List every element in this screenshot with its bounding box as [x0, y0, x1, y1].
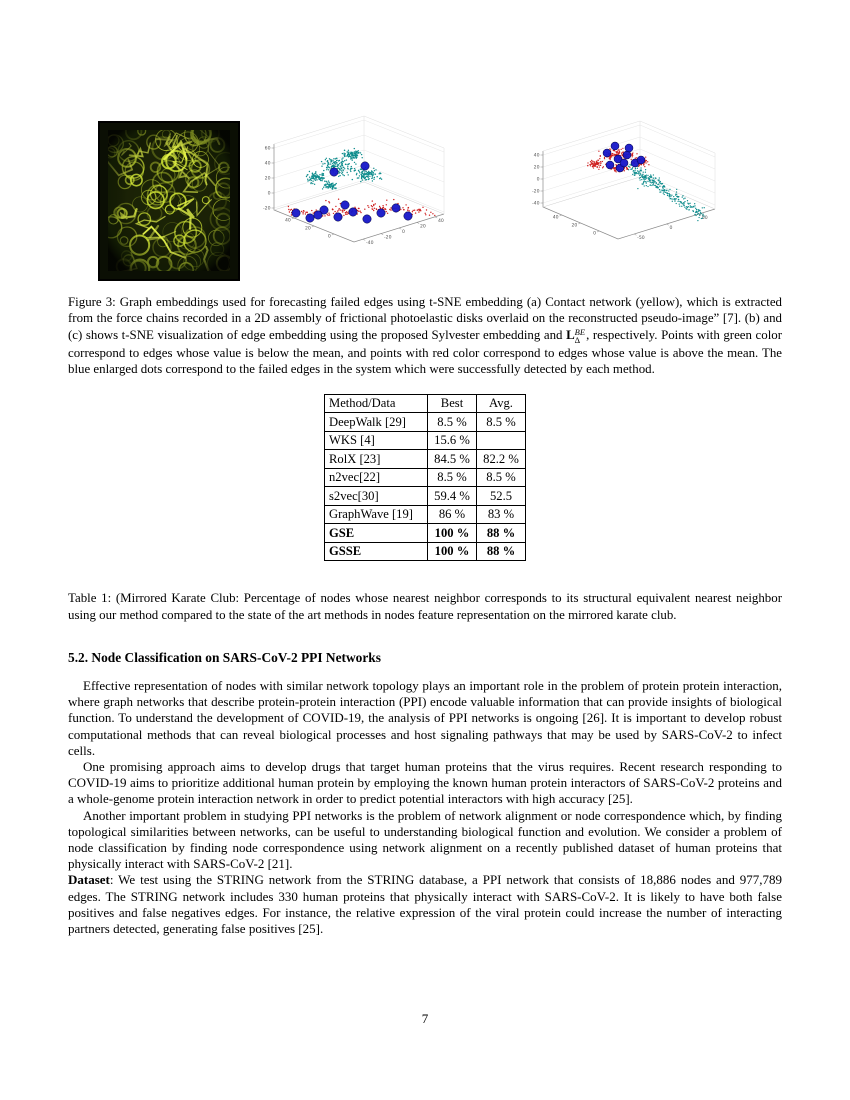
figure3a-contact-network-photo — [98, 121, 240, 281]
cell-avg — [477, 431, 526, 450]
svg-text:0: 0 — [327, 234, 331, 240]
table-row — [325, 487, 526, 506]
cell-best: 15.6 % — [428, 431, 477, 450]
plot-b-tick-labels — [263, 146, 444, 247]
svg-text:-40: -40 — [366, 241, 374, 247]
cell-method: GSE — [325, 524, 428, 543]
cell-best: 8.5 % — [428, 468, 477, 487]
paragraph-2: One promising approach aims to develop drugs that target human proteins that the virus requires. Recent research responding to COVID-19 aims to prioritize additional human protein by employing the known human protein interactors of SARS-CoV-2 proteins and a whole-genome protein interaction network in order to predict potential interactors with high accuracy [25]. — [68, 758, 782, 807]
paragraph-1: Effective representation of nodes with similar network topology plays an important role in the problem of protein protein interaction, where graph networks that describe protein-protein interaction (PPI) encode valuable information that can provide insights of biological function. To understand the development of COVID-19, the analysis of PPI networks is ongoing [26]. It is important to develop robust computational methods that can reveal biological processes and host signaling pathways that may be used by SARS-CoV-2 to infect cells. — [68, 677, 782, 758]
plot-b-gridlines — [274, 120, 444, 212]
svg-text:-20: -20 — [384, 235, 392, 241]
cell-method: GSSE — [325, 542, 428, 561]
cell-avg: 8.5 % — [477, 468, 526, 487]
figure3-caption — [68, 294, 782, 378]
plot-c-gridlines — [543, 125, 715, 205]
cell-best: 100 % — [428, 524, 477, 543]
table-row — [325, 542, 526, 561]
math-superscript: BE — [574, 326, 586, 337]
cell-best: 86 % — [428, 505, 477, 524]
column-header-avg: Avg. — [477, 394, 526, 413]
cell-avg: 52.5 — [477, 487, 526, 506]
cell-avg: 82.2 % — [477, 450, 526, 469]
svg-text:50: 50 — [701, 216, 708, 221]
cell-method: GraphWave [19] — [325, 505, 428, 524]
svg-text:-20: -20 — [262, 206, 271, 212]
table1-caption: Table 1: (Mirrored Karate Club: Percentage of nodes whose nearest neighbor corresponds to its structural equivalent nearest neighbor using our method compared to the state of the art methods in nodes feature representation on the mirrored karate club. — [68, 591, 782, 622]
column-header-method: Method/Data — [325, 394, 428, 413]
cell-method: WKS [4] — [325, 431, 428, 450]
svg-text:0: 0 — [402, 230, 405, 235]
dataset-label: Dataset — [68, 872, 110, 888]
svg-text:20: 20 — [304, 226, 311, 232]
paragraph-dataset — [68, 872, 782, 937]
table-row — [325, 450, 526, 469]
cell-avg: 8.5 % — [477, 413, 526, 432]
svg-text:0: 0 — [267, 191, 271, 197]
table-row — [325, 505, 526, 524]
cell-method: s2vec[30] — [325, 487, 428, 506]
figure3-panels — [68, 114, 782, 284]
plot-c-axes — [543, 121, 715, 239]
svg-text:-40: -40 — [531, 201, 540, 207]
svg-text:0: 0 — [593, 231, 597, 237]
cell-method: RolX [23] — [325, 450, 428, 469]
svg-text:0: 0 — [536, 177, 540, 183]
svg-text:60: 60 — [264, 146, 271, 152]
table1-results — [324, 394, 526, 562]
math-L-symbol: L — [566, 327, 575, 342]
plot-b-scatter-points — [288, 148, 436, 223]
svg-text:40: 40 — [284, 218, 291, 224]
page-number: 7 — [421, 1011, 429, 1026]
cell-best: 84.5 % — [428, 450, 477, 469]
svg-text:40: 40 — [552, 215, 559, 221]
svg-text:20: 20 — [264, 176, 271, 182]
math-subscript: Δ — [574, 335, 581, 346]
figure3-caption-part1: Figure 3: Graph embeddings used for forecasting failed edges using t-SNE embedding (a) Contact network (yellow), which is extracted from the force chains recorded in a 2D assembly of frictional photoelastic disks overlaid on the reconstructed pseudo-image” [7]. (b) and (c) shows t-SNE visualization of edge embedding using the proposed Sylvester embedding and — [68, 295, 782, 342]
figure3-caption-part2: , respectively. Points with green color correspond to edges whose value is below the mean, and points with red color correspond to edges whose value is above the mean. The blue enlarged dots correspond to the failed edges in the system which were successfully detected by each method. — [68, 327, 783, 377]
photo-vignette — [108, 130, 230, 271]
svg-text:20: 20 — [420, 224, 426, 230]
table-row — [325, 431, 526, 450]
cell-avg: 83 % — [477, 505, 526, 524]
table-row — [325, 524, 526, 543]
cell-method: n2vec[22] — [325, 468, 428, 487]
dataset-text: : We test using the STRING network from the STRING database, a PPI network that consists of 18,886 nodes and 977,789 edges. The STRING network includes 330 human proteins that physically interact with SARS-CoV-2. It is likely to have both false positives and false negatives edges. For instance, the relative expression of the viral protein could increase the number of interacting partners detected, generating false positives [25]. — [68, 872, 782, 936]
svg-text:40: 40 — [438, 218, 444, 224]
figure3b-tsne-plot — [250, 114, 462, 266]
cell-best: 59.4 % — [428, 487, 477, 506]
svg-text:-50: -50 — [637, 236, 645, 241]
section-heading: 5.2. Node Classification on SARS-CoV-2 PPI Networks — [68, 649, 381, 665]
cell-avg: 88 % — [477, 542, 526, 561]
paragraph-3: Another important problem in studying PPI networks is the problem of network alignment or node correspondence which, by finding topological similarities between networks, can be useful to understanding biological function and evolution. We consider a problem of node classification by finding node correspondence using network alignment on a recently published dataset of human proteins that physically interact with SARS-CoV-2 [21]. — [68, 807, 782, 872]
cell-method: DeepWalk [29] — [325, 413, 428, 432]
svg-text:40: 40 — [533, 153, 540, 159]
svg-text:0: 0 — [669, 226, 673, 231]
table-row — [325, 468, 526, 487]
table-row — [325, 413, 526, 432]
cell-avg: 88 % — [477, 524, 526, 543]
svg-text:20: 20 — [571, 223, 578, 229]
cell-best: 8.5 % — [428, 413, 477, 432]
figure3c-tsne-plot — [523, 119, 738, 261]
plot-c-scatter-points — [587, 142, 705, 221]
svg-text:20: 20 — [533, 165, 540, 171]
svg-text:40: 40 — [264, 161, 271, 167]
cell-best: 100 % — [428, 542, 477, 561]
column-header-best: Best — [428, 394, 477, 413]
math-supsub — [575, 328, 585, 345]
table-header-row — [325, 394, 526, 413]
svg-text:-20: -20 — [531, 189, 540, 195]
